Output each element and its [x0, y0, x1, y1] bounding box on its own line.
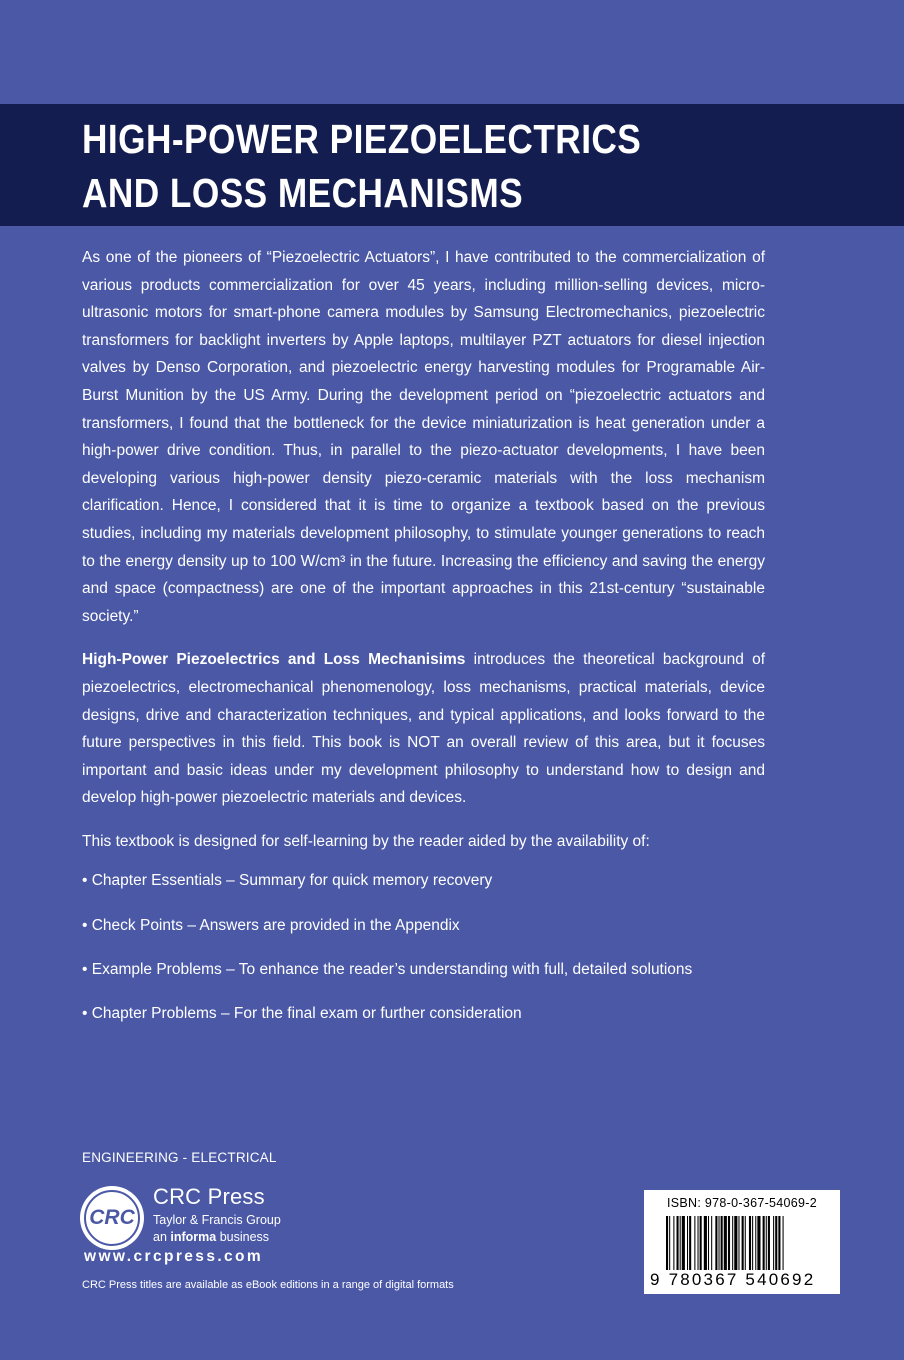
barcode-bar: [742, 1216, 744, 1270]
barcode-bar: [755, 1216, 756, 1270]
publisher-website: www.crcpress.com: [84, 1248, 264, 1265]
barcode-bar: [680, 1216, 681, 1270]
barcode-bar: [721, 1216, 723, 1270]
barcode-bar: [738, 1216, 739, 1270]
publisher-informa: [153, 1230, 269, 1244]
barcode-bar: [708, 1216, 709, 1270]
feature-item: • Example Problems – To enhance the reader’s understanding with full, detailed solutions: [82, 956, 765, 984]
informa-suffix: business: [216, 1230, 270, 1244]
barcode-bar: [778, 1216, 780, 1270]
isbn-label: ISBN: 978-0-367-54069-2: [666, 1196, 818, 1210]
subject-category: ENGINEERING - ELECTRICAL: [82, 1150, 277, 1165]
blurb-paragraph-2: [82, 646, 765, 812]
barcode-bar: [724, 1216, 727, 1270]
barcode-bar: [673, 1216, 674, 1270]
barcode-bar: [687, 1216, 688, 1270]
barcode-bar: [752, 1216, 753, 1270]
crc-logo-text: CRC: [89, 1206, 135, 1229]
barcode-bar: [682, 1216, 685, 1270]
barcode-bar: [698, 1216, 699, 1270]
barcode-bar: [734, 1216, 737, 1270]
barcode-bar: [745, 1216, 746, 1270]
barcode-bar: [694, 1216, 695, 1270]
feature-list: [82, 867, 765, 1027]
barcode-bar: [773, 1216, 774, 1270]
feature-item: • Chapter Essentials – Summary for quick memory recovery: [82, 867, 765, 895]
back-cover-blurb: [82, 244, 765, 1044]
barcode-bar: [715, 1216, 717, 1270]
barcode-bar: [728, 1216, 730, 1270]
blurb-paragraph-1: As one of the pioneers of “Piezoelectric Actuators”, I have contributed to the commercialization of various products commercialization for over 45 years, including million-selling devices, micro-ultrasonic motors for smart-phone camera modules by Samsung Electromechanics, piezoelectric transformers for backlight inverters by Apple laptops, multilayer PZT actuators for diesel injection valves by Denso Corporation, and piezoelectric energy harvesting modules for Programable Air-Burst Munition by the US Army. During the development period on “piezoelectric actuators and transformers, I found that the bottleneck for the device miniaturization is heat generation under a high-power drive condition. Thus, in parallel to the piezo-actuator developments, I have been developing various high-power density piezo-ceramic materials with the loss mechanism clarification. Hence, I considered that it is time to organize a textbook based on the previous studies, including my materials development philosophy, to stimulate younger generations to reach to the energy density up to 100 W/cm³ in the future. Increasing the efficiency and saving the energy and space (compactness) are one of the important approaches in this 21st-century “sustainable society.”: [82, 249, 765, 625]
feature-item: • Chapter Problems – For the final exam or further consideration: [82, 1000, 765, 1028]
book-title-line-1: HIGH-POWER PIEZOELECTRICS: [82, 116, 642, 162]
barcode-bar: [775, 1216, 777, 1270]
barcode-bar: [719, 1216, 720, 1270]
ean-digits: 9 780367 540692: [650, 1270, 816, 1289]
barcode-bar: [783, 1216, 784, 1270]
barcode-bar: [677, 1216, 679, 1270]
barcode-bar: [704, 1216, 707, 1270]
barcode-bar: [763, 1216, 765, 1270]
informa-prefix: an: [153, 1230, 171, 1244]
blurb-paragraph-3: This textbook is designed for self-learning by the reader aided by the availability of:: [82, 832, 650, 850]
barcode-bar: [711, 1216, 712, 1270]
crc-logo-icon: [80, 1186, 144, 1250]
ebook-note: CRC Press titles are available as eBook editions in a range of digital formats: [82, 1279, 454, 1291]
barcode-bar: [700, 1216, 702, 1270]
blurb-paragraph-2-text: introduces the theoretical background of piezoelectrics, electromechanical phenomenology, loss mechanisms, practical materials, device designs, drive and characterization techniques, and typical applications, and looks forward to the future perspectives in this field. This book is NOT an overall review of this area, but it focuses important and basic ideas under my development philosophy to understand how to design and develop high-power piezoelectric materials and devices.: [82, 651, 765, 807]
barcode-bar: [749, 1216, 751, 1270]
informa-bold: informa: [170, 1230, 217, 1244]
barcode-bar: [768, 1216, 770, 1270]
publisher-name: CRC Press: [153, 1184, 265, 1209]
barcode-bar: [757, 1216, 760, 1270]
book-title-bold: High-Power Piezoelectrics and Loss Mechanisims: [82, 651, 466, 669]
publisher-group: Taylor & Francis Group: [153, 1213, 281, 1227]
feature-item: • Check Points – Answers are provided in the Appendix: [82, 912, 765, 940]
barcode-bar: [732, 1216, 733, 1270]
barcode-bar: [666, 1216, 668, 1270]
barcode-bar: [766, 1216, 767, 1270]
barcode-icon: [664, 1216, 824, 1272]
book-title: [82, 112, 641, 220]
barcode-bar: [669, 1216, 670, 1270]
book-title-line-2: AND LOSS MECHANISMS: [82, 170, 524, 216]
barcode-bar: [689, 1216, 691, 1270]
barcode-box: [644, 1190, 840, 1294]
